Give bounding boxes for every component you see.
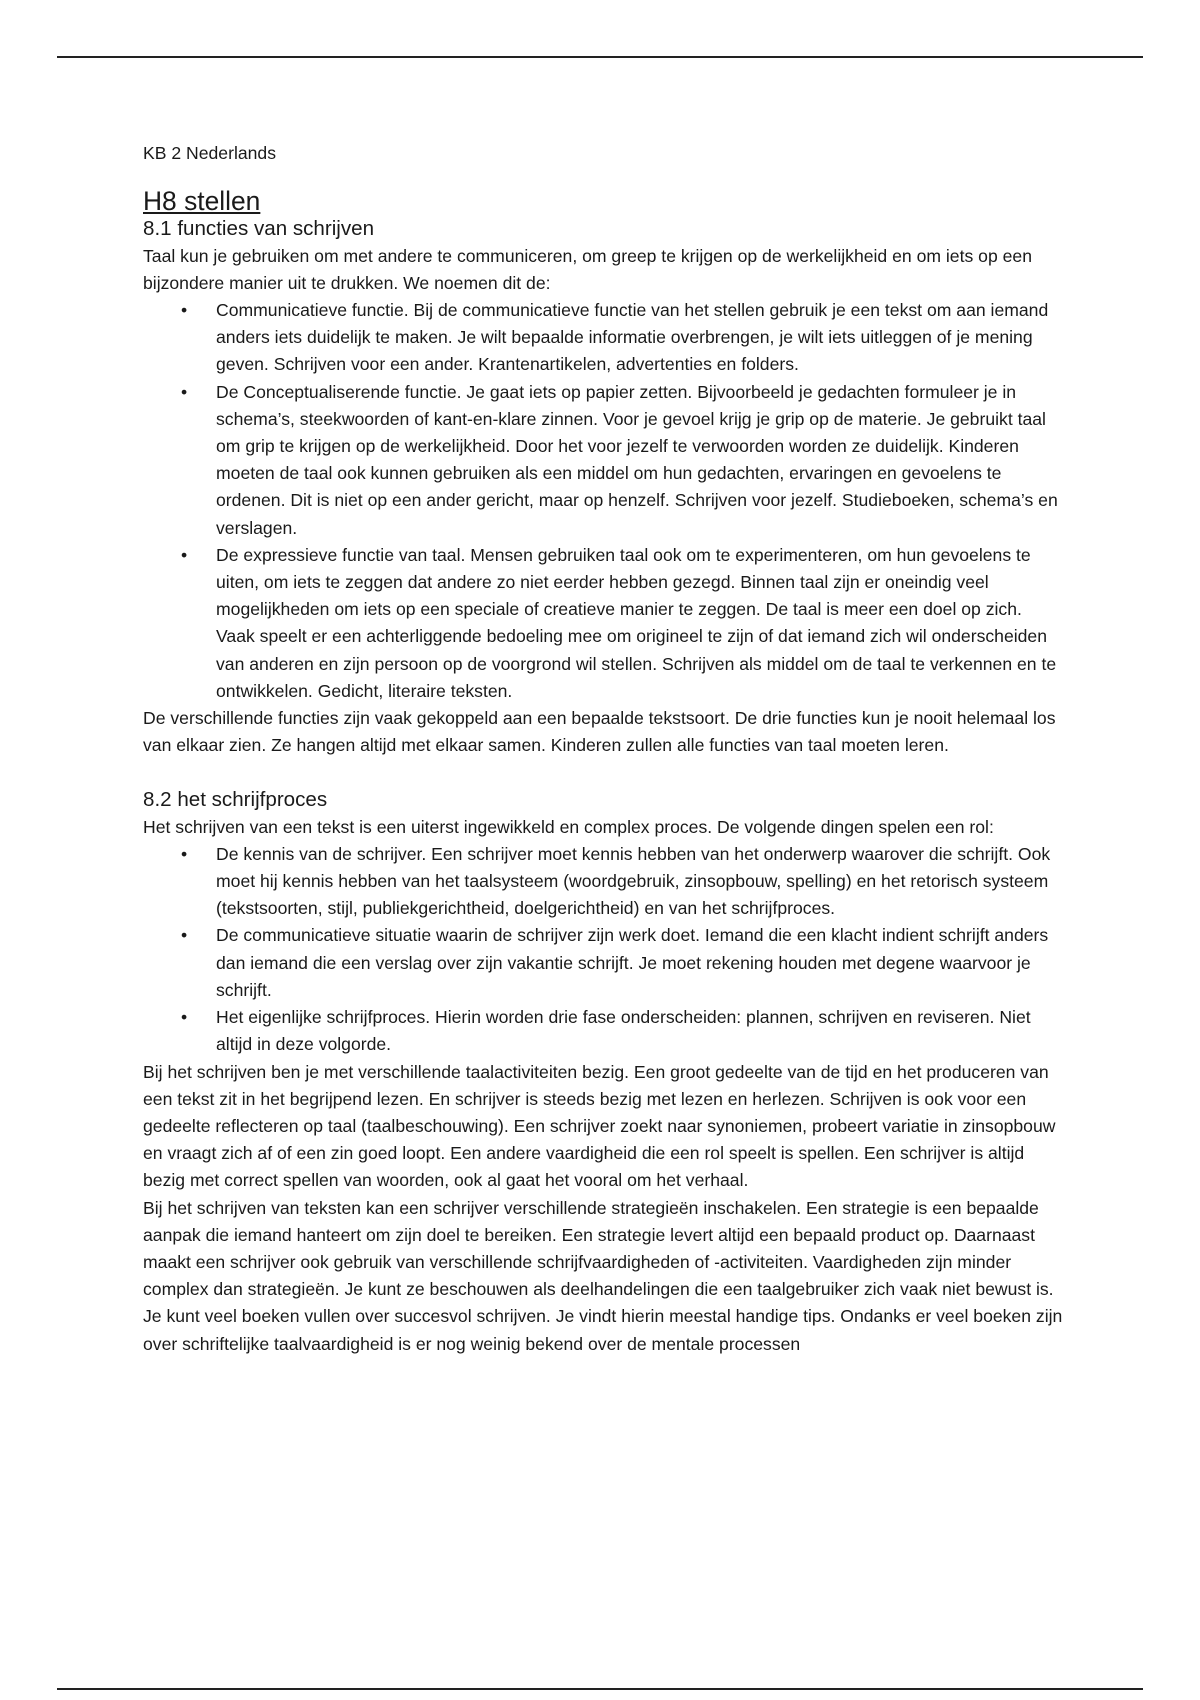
list-item-text: De communicatieve situatie waarin de schrijver zijn werk doet. Iemand die een klacht indient schrijft anders dan iemand die een verslag over zijn vakantie schrijft. Je moet rekening houden met degene waarvoor je schrijft.	[216, 925, 1049, 1000]
bullet-list	[143, 841, 1063, 1059]
section-functies	[143, 215, 1063, 759]
list-item-text: Het eigenlijke schrijfproces. Hierin worden drie fase onderscheiden: plannen, schrijven en reviseren. Niet altijd in deze volgorde.	[216, 1007, 1031, 1055]
header-rule	[57, 56, 1143, 58]
bullet-list	[143, 297, 1063, 705]
bullet-icon: •	[181, 1007, 188, 1028]
section-intro: Taal kun je gebruiken om met andere te communiceren, om greep te krijgen op de werkelijkheid en om iets op een bijzondere manier uit te drukken. We noemen dit de:	[143, 245, 1032, 293]
list-item-text: De Conceptualiserende functie. Je gaat iets op papier zetten. Bijvoorbeeld je gedachten formuleer je in schema’s, steekwoorden of kant-en-klare zinnen. Voor je gevoel krijg je grip op de materie. Je gebruikt taal om grip te krijgen op de werkelijkheid. Door het voor jezelf te verwoorden worden ze duidelijk. Kinderen moeten de taal ook kunnen gebruiken als een middel om hun gedachten, ervaringen en gevoelens te ordenen. Dit is niet op een ander gericht, maar op henzelf. Schrijven voor jezelf. Studieboeken, schema’s en verslagen.	[216, 381, 1058, 538]
bullet-icon: •	[181, 925, 188, 946]
list-item-text: Communicatieve functie. Bij de communicatieve functie van het stellen gebruik je een tekst om aan iemand anders iets duidelijk te maken. Je wilt bepaalde informatie overbrengen, je wilt iets uitleggen of je mening geven. Schrijven voor een ander. Krantenartikelen, advertenties en folders.	[216, 300, 1049, 375]
section-heading: 8.2 het schrijfproces	[143, 788, 328, 812]
chapter-heading: H8 stellen	[143, 186, 261, 217]
paragraph: Bij het schrijven ben je met verschillende taalactiviteiten bezig. Een groot gedeelte van de tijd en het produceren van een tekst zit in het begrijpend lezen. En schrijver is steeds bezig met lezen en herlezen. Schrijven is ook voor een gedeelte reflecteren op taal (taalbeschouwing). Een schrijver zoekt naar synoniemen, probeert variatie in zinsopbouw en vraagt zich af of een zin goed loopt. Een andere vaardigheid die een rol speelt is spellen. Een schrijver is altijd bezig met correct spellen van woorden, ook al gaat het vooral om het verhaal.	[143, 1061, 1056, 1191]
bullet-icon: •	[181, 544, 188, 565]
bullet-icon: •	[181, 381, 188, 402]
list-item-text: De expressieve functie van taal. Mensen gebruiken taal ook om te experimenteren, om hun gevoelens te uiten, om iets te zeggen dat andere zo niet eerder hebben gezegd. Binnen taal zijn er oneindig veel mogelijkheden om iets op een speciale of creatieve manier te zeggen. De taal is meer een doel op zich. Vaak speelt er een achterliggende bedoeling mee om origineel te zijn of dat iemand zich wil onderscheiden van anderen en zijn persoon op de voorgrond wil stellen. Schrijven als middel om de taal te verkennen en te ontwikkelen. Gedicht, literaire teksten.	[216, 544, 1057, 701]
document-title: KB 2 Nederlands	[143, 143, 277, 163]
footer-rule	[57, 1688, 1143, 1690]
section-schrijfproces	[143, 786, 1063, 1357]
list-item	[143, 379, 1063, 542]
list-item	[143, 542, 1063, 705]
section-heading: 8.1 functies van schrijven	[143, 217, 375, 241]
list-item	[143, 1004, 1063, 1058]
bullet-icon: •	[181, 843, 188, 864]
list-item-text: De kennis van de schrijver. Een schrijver moet kennis hebben van het onderwerp waarover die schrijft. Ook moet hij kennis hebben van het taalsysteem (woordgebruik, zinsopbouw, spelling) en het retorisch systeem (tekstsoorten, stijl, publiekgerichtheid, doelgerichtheid) en van het schrijfproces.	[216, 843, 1051, 919]
list-item	[143, 297, 1063, 379]
paragraph: De verschillende functies zijn vaak gekoppeld aan een bepaalde tekstsoort. De drie functies kun je nooit helemaal los van elkaar zien. Ze hangen altijd met elkaar samen. Kinderen zullen alle functies van taal moeten leren.	[143, 708, 1056, 756]
list-item	[143, 922, 1063, 1004]
spacer	[143, 759, 1063, 786]
document-page	[143, 140, 1063, 1358]
section-intro: Het schrijven van een tekst is een uiterst ingewikkeld en complex proces. De volgende dingen spelen een rol:	[143, 816, 994, 837]
paragraph: Bij het schrijven van teksten kan een schrijver verschillende strategieën inschakelen. Een strategie is een bepaalde aanpak die iemand hanteert om zijn doel te bereiken. Een strategie levert altijd een bepaald product op. Daarnaast maakt een schrijver ook gebruik van verschillende schrijfvaardigheden of -activiteiten. Vaardigheden zijn minder complex dan strategieën. Je kunt ze beschouwen als deelhandelingen die een taalgebruiker zich vaak niet bewust is.	[143, 1197, 1054, 1300]
paragraph: Je kunt veel boeken vullen over succesvol schrijven. Je vindt hierin meestal handige tips. Ondanks er veel boeken zijn over schriftelijke taalvaardigheid is er nog weinig bekend over de mentale processen	[143, 1306, 1063, 1354]
list-item	[143, 841, 1063, 923]
bullet-icon: •	[181, 300, 188, 321]
